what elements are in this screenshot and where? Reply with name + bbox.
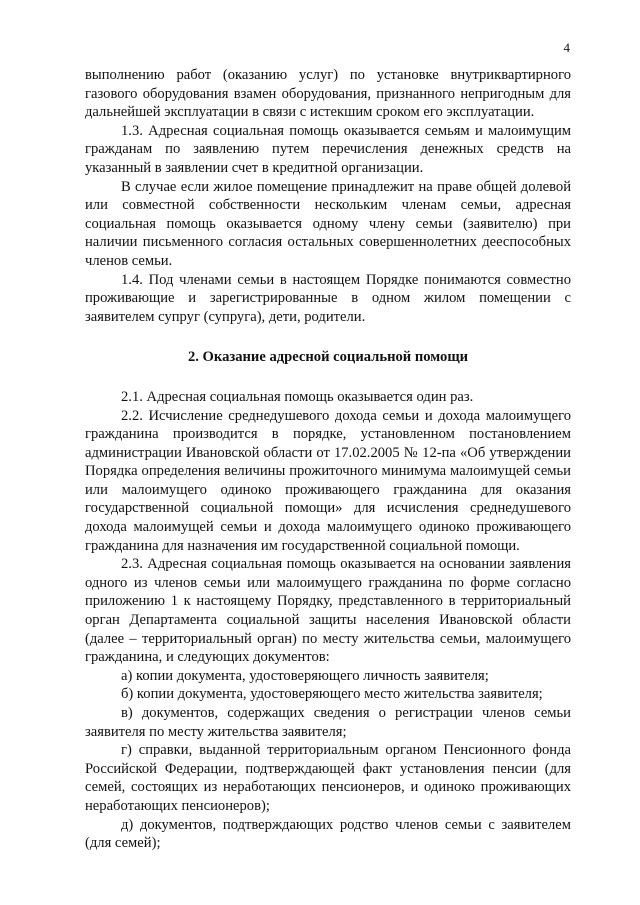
paragraph-continuation: выполнению работ (оказанию услуг) по установке внутриквартирного газового оборудования взамен оборудования, признанного непригодным для дальнейшей эксплуатации в связи с истекшим сроком его эксплуатации.: [85, 67, 571, 121]
list-item-a: а) копии документа, удостоверяющего личность заявителя;: [121, 667, 489, 684]
paragraph-2-3: 2.3. Адресная социальная помощь оказывается на основании заявления одного из членов семьи или малоимущего гражданина по форме согласно приложению 1 к настоящему Порядку, представленного в территориальный орган Департамента социальной защиты населения Ивановской области (далее – территориальный орган) по месту жительства семьи, малоимущего гражданина, и следующих документов:: [85, 556, 571, 666]
section-heading: 2. Оказание адресной социальной помощи: [187, 349, 469, 366]
paragraph-1-3: 1.3. Адресная социальная помощь оказывается семьям и малоимущим гражданам по заявлению путем перечисления денежных средств на указанный в заявлении счет в кредитной организации.: [85, 122, 571, 176]
document-body: [85, 66, 571, 853]
paragraph-2-2: 2.2. Исчисление среднедушевого дохода семьи и дохода малоимущего гражданина производится в порядке, установленном постановлением администрации Ивановской области от 17.02.2005 № 12-па «Об утверждении Порядка определения величины прожиточного минимума малоимущей семьи или малоимущего одиноко проживающего гражданина для оказания государственной социальной помощи» для исчисления среднедушевого дохода малоимущей семьи и дохода малоимущего одиноко проживающего гражданина для назначения им государственной социальной помощи.: [85, 407, 571, 554]
list-item-v: в) документов, содержащих сведения о регистрации членов семьи заявителя по месту жительства заявителя;: [85, 705, 571, 740]
list-item-g: г) справки, выданной территориальным органом Пенсионного фонда Российской Федерации, подтверждающей факт установления пенсии (для семей, состоящих из неработающих пенсионеров, и одиноко проживающих неработающих пенсионеров);: [85, 742, 571, 814]
paragraph-1-4: 1.4. Под членами семьи в настоящем Порядке понимаются совместно проживающие и зарегистрированные в одном жилом помещении с заявителем супруг (супруга), дети, родители.: [85, 271, 571, 325]
paragraph-shared-ownership: В случае если жилое помещение принадлежит на праве общей долевой или совместной собственности нескольким членам семьи, адресная социальная помощь оказывается одному члену семьи (заявителю) при наличии письменного согласия остальных совершеннолетних дееспособных членов семьи.: [85, 178, 571, 269]
page-number: 4: [563, 40, 570, 55]
list-item-d: д) документов, подтверждающих родство членов семьи с заявителем (для семей);: [85, 816, 571, 852]
list-item-b: б) копии документа, удостоверяющего место жительства заявителя;: [121, 686, 543, 703]
paragraph-2-1: 2.1. Адресная социальная помощь оказывается один раз.: [121, 388, 474, 405]
